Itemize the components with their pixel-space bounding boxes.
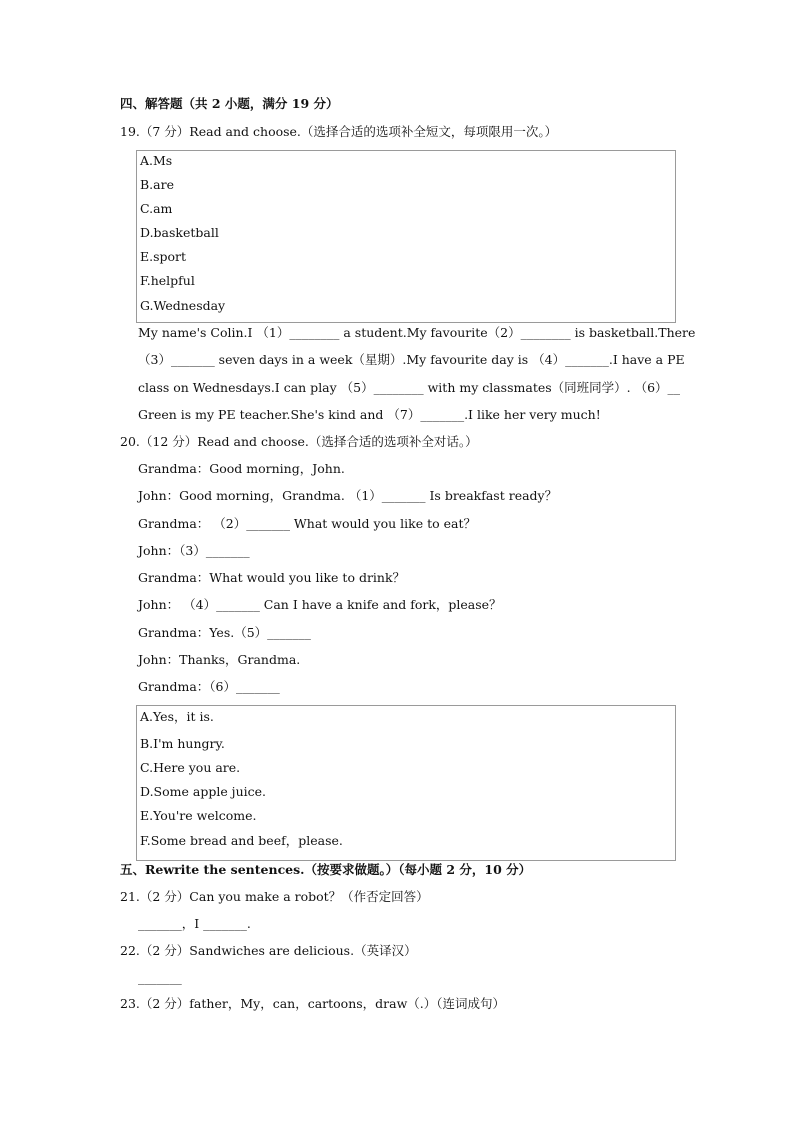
dialogue-line: Grandma：（6）_______ <box>138 679 280 694</box>
option-item: D.basketball <box>140 225 219 240</box>
question-22-title: 22.（2 分）Sandwiches are delicious.（英译汉） <box>120 943 417 958</box>
section-five-heading: 五、Rewrite the sentences.（按要求做题。）（每小题 2 分，10 分） <box>120 862 532 877</box>
option-item: E.You're welcome. <box>140 808 257 823</box>
dialogue-line: John：Good morning，Grandma. （1）_______ Is breakfast ready？ <box>138 488 558 503</box>
question-19-options-box <box>136 150 676 323</box>
passage-line: （3）_______ seven days in a week（星期）.My favourite day is （4）_______.I have a PE <box>138 352 685 367</box>
option-item: B.I'm hungry. <box>140 736 225 751</box>
dialogue-line: John：Thanks，Grandma. <box>138 652 301 667</box>
question-20-options-box <box>136 705 676 861</box>
dialogue-line: Grandma：Good morning，John. <box>138 461 345 476</box>
question-19-title: 19.（7 分）Read and choose.（选择合适的选项补全短文，每项限用一次。） <box>120 124 558 139</box>
option-item: A.Ms <box>140 153 173 168</box>
option-item: E.sport <box>140 249 187 264</box>
dialogue-line: John： （4）_______ Can I have a knife and fork，please？ <box>138 597 502 612</box>
passage-line: Green is my PE teacher.She's kind and （7）_______.I like her very much! <box>138 407 601 422</box>
question-21-title: 21.（2 分）Can you make a robot？（作否定回答） <box>120 889 429 904</box>
option-item: G.Wednesday <box>140 298 226 313</box>
dialogue-line: Grandma： （2）_______ What would you like to eat？ <box>138 516 476 531</box>
question-21-answer-blank: _______，I _______. <box>138 916 251 931</box>
dialogue-line: John：（3）_______ <box>138 543 250 558</box>
question-23-title: 23.（2 分）father，My，can，cartoons，draw（.）（连词成句） <box>120 996 506 1011</box>
option-item: F.helpful <box>140 273 195 288</box>
question-20-title: 20.（12 分）Read and choose.（选择合适的选项补全对话。） <box>120 434 478 449</box>
option-item: D.Some apple juice. <box>140 784 266 799</box>
question-22-answer-blank: _______ <box>138 970 182 985</box>
option-item: C.Here you are. <box>140 760 241 775</box>
passage-line: class on Wednesdays.I can play （5）________ with my classmates（同班同学）. （6）__ <box>138 380 681 395</box>
option-item: F.Some bread and beef，please. <box>140 833 343 848</box>
section-four-heading: 四、解答题（共 2 小题，满分 19 分） <box>120 96 339 111</box>
option-item: A.Yes，it is. <box>140 709 214 724</box>
option-item: C.am <box>140 201 173 216</box>
dialogue-line: Grandma：What would you like to drink？ <box>138 570 406 585</box>
option-item: B.are <box>140 177 174 192</box>
dialogue-line: Grandma：Yes.（5）_______ <box>138 625 311 640</box>
passage-line: My name's Colin.I （1）________ a student.My favourite（2）________ is basketball.There <box>138 325 696 340</box>
